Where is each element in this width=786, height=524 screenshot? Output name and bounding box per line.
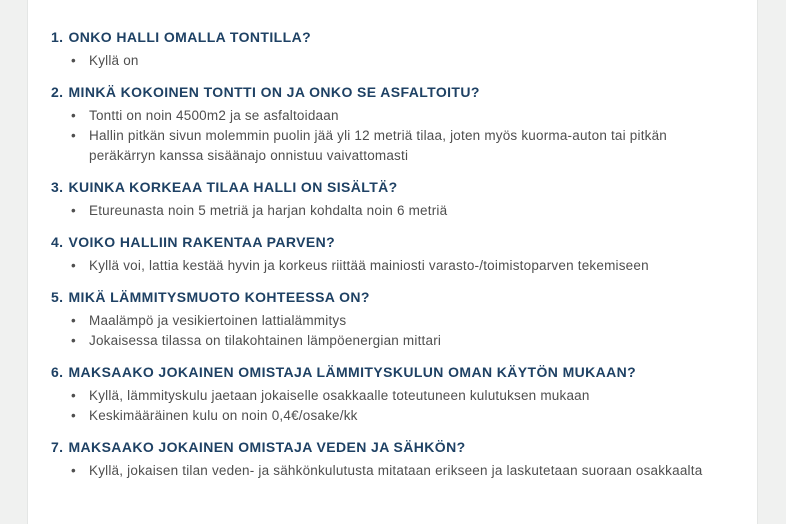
question-heading xyxy=(51,235,734,250)
bullet-icon: • xyxy=(71,53,76,68)
answer-item xyxy=(71,51,734,71)
question-heading xyxy=(51,85,734,100)
question-text: MINKÄ KOKOINEN TONTTI ON JA ONKO SE ASFALTOITU? xyxy=(68,84,480,100)
answer-list xyxy=(51,201,734,221)
answer-list xyxy=(51,106,734,166)
question-number: 4. xyxy=(51,234,64,250)
bullet-icon: • xyxy=(71,203,76,218)
answer-text: Tontti on noin 4500m2 ja se asfaltoidaan xyxy=(89,108,339,123)
answer-text: Kyllä voi, lattia kestää hyvin ja korkeus riittää mainiosti varasto-/toimistoparven tekemiseen xyxy=(89,258,649,273)
answer-list xyxy=(51,386,734,426)
answer-list xyxy=(51,51,734,71)
faq-item xyxy=(51,235,734,276)
question-heading xyxy=(51,30,734,45)
question-heading xyxy=(51,440,734,455)
question-text: KUINKA KORKEAA TILAA HALLI ON SISÄLTÄ? xyxy=(68,179,398,195)
answer-text: Jokaisessa tilassa on tilakohtainen lämpöenergian mittari xyxy=(89,333,442,348)
answer-item xyxy=(71,461,734,481)
answer-list xyxy=(51,461,734,481)
answer-item xyxy=(71,311,734,331)
answer-item xyxy=(71,106,734,126)
question-heading xyxy=(51,290,734,305)
answer-item xyxy=(71,331,734,351)
question-heading xyxy=(51,365,734,380)
answer-item xyxy=(71,386,734,406)
answer-text: Kyllä, jokaisen tilan veden- ja sähkönkulutusta mitataan erikseen ja laskutetaan suoraan osakkaalta xyxy=(89,463,703,478)
bullet-icon: • xyxy=(71,128,76,143)
faq-item xyxy=(51,180,734,221)
question-number: 2. xyxy=(51,84,64,100)
right-margin xyxy=(757,0,786,524)
faq-item xyxy=(51,440,734,481)
answer-text: Hallin pitkän sivun molemmin puolin jää yli 12 metriä tilaa, joten myös kuorma-auton tai pitkän peräkärryn kanssa sisäänajo onnistuu vaivattomasti xyxy=(89,128,668,163)
question-text: MAKSAAKO JOKAINEN OMISTAJA VEDEN JA SÄHKÖN? xyxy=(68,439,466,455)
bullet-icon: • xyxy=(71,463,76,478)
faq-item xyxy=(51,365,734,426)
question-text: VOIKO HALLIIN RAKENTAA PARVEN? xyxy=(68,234,336,250)
answer-item xyxy=(71,256,734,276)
answer-list xyxy=(51,256,734,276)
answer-text: Etureunasta noin 5 metriä ja harjan kohdalta noin 6 metriä xyxy=(89,203,448,218)
faq-item xyxy=(51,85,734,166)
answer-text: Kyllä on xyxy=(89,53,139,68)
answer-item xyxy=(71,126,734,166)
bullet-icon: • xyxy=(71,313,76,328)
answer-text: Kyllä, lämmityskulu jaetaan jokaiselle osakkaalle toteutuneen kulutuksen mukaan xyxy=(89,388,590,403)
bullet-icon: • xyxy=(71,388,76,403)
question-text: MIKÄ LÄMMITYSMUOTO KOHTEESSA ON? xyxy=(68,289,370,305)
question-heading xyxy=(51,180,734,195)
bullet-icon: • xyxy=(71,108,76,123)
bullet-icon: • xyxy=(71,333,76,348)
left-margin xyxy=(0,0,28,524)
question-text: ONKO HALLI OMALLA TONTILLA? xyxy=(68,29,312,45)
answer-item xyxy=(71,201,734,221)
answer-text: Maalämpö ja vesikiertoinen lattialämmitys xyxy=(89,313,347,328)
faq-item xyxy=(51,30,734,71)
bullet-icon: • xyxy=(71,258,76,273)
question-number: 1. xyxy=(51,29,64,45)
question-number: 5. xyxy=(51,289,64,305)
question-number: 7. xyxy=(51,439,64,455)
question-text: MAKSAAKO JOKAINEN OMISTAJA LÄMMITYSKULUN OMAN KÄYTÖN MUKAAN? xyxy=(68,364,637,380)
question-number: 6. xyxy=(51,364,64,380)
answer-text: Keskimääräinen kulu on noin 0,4€/osake/kk xyxy=(89,408,358,423)
answer-list xyxy=(51,311,734,351)
faq-item xyxy=(51,290,734,351)
answer-item xyxy=(71,406,734,426)
question-number: 3. xyxy=(51,179,64,195)
content-card xyxy=(28,0,757,524)
bullet-icon: • xyxy=(71,408,76,423)
